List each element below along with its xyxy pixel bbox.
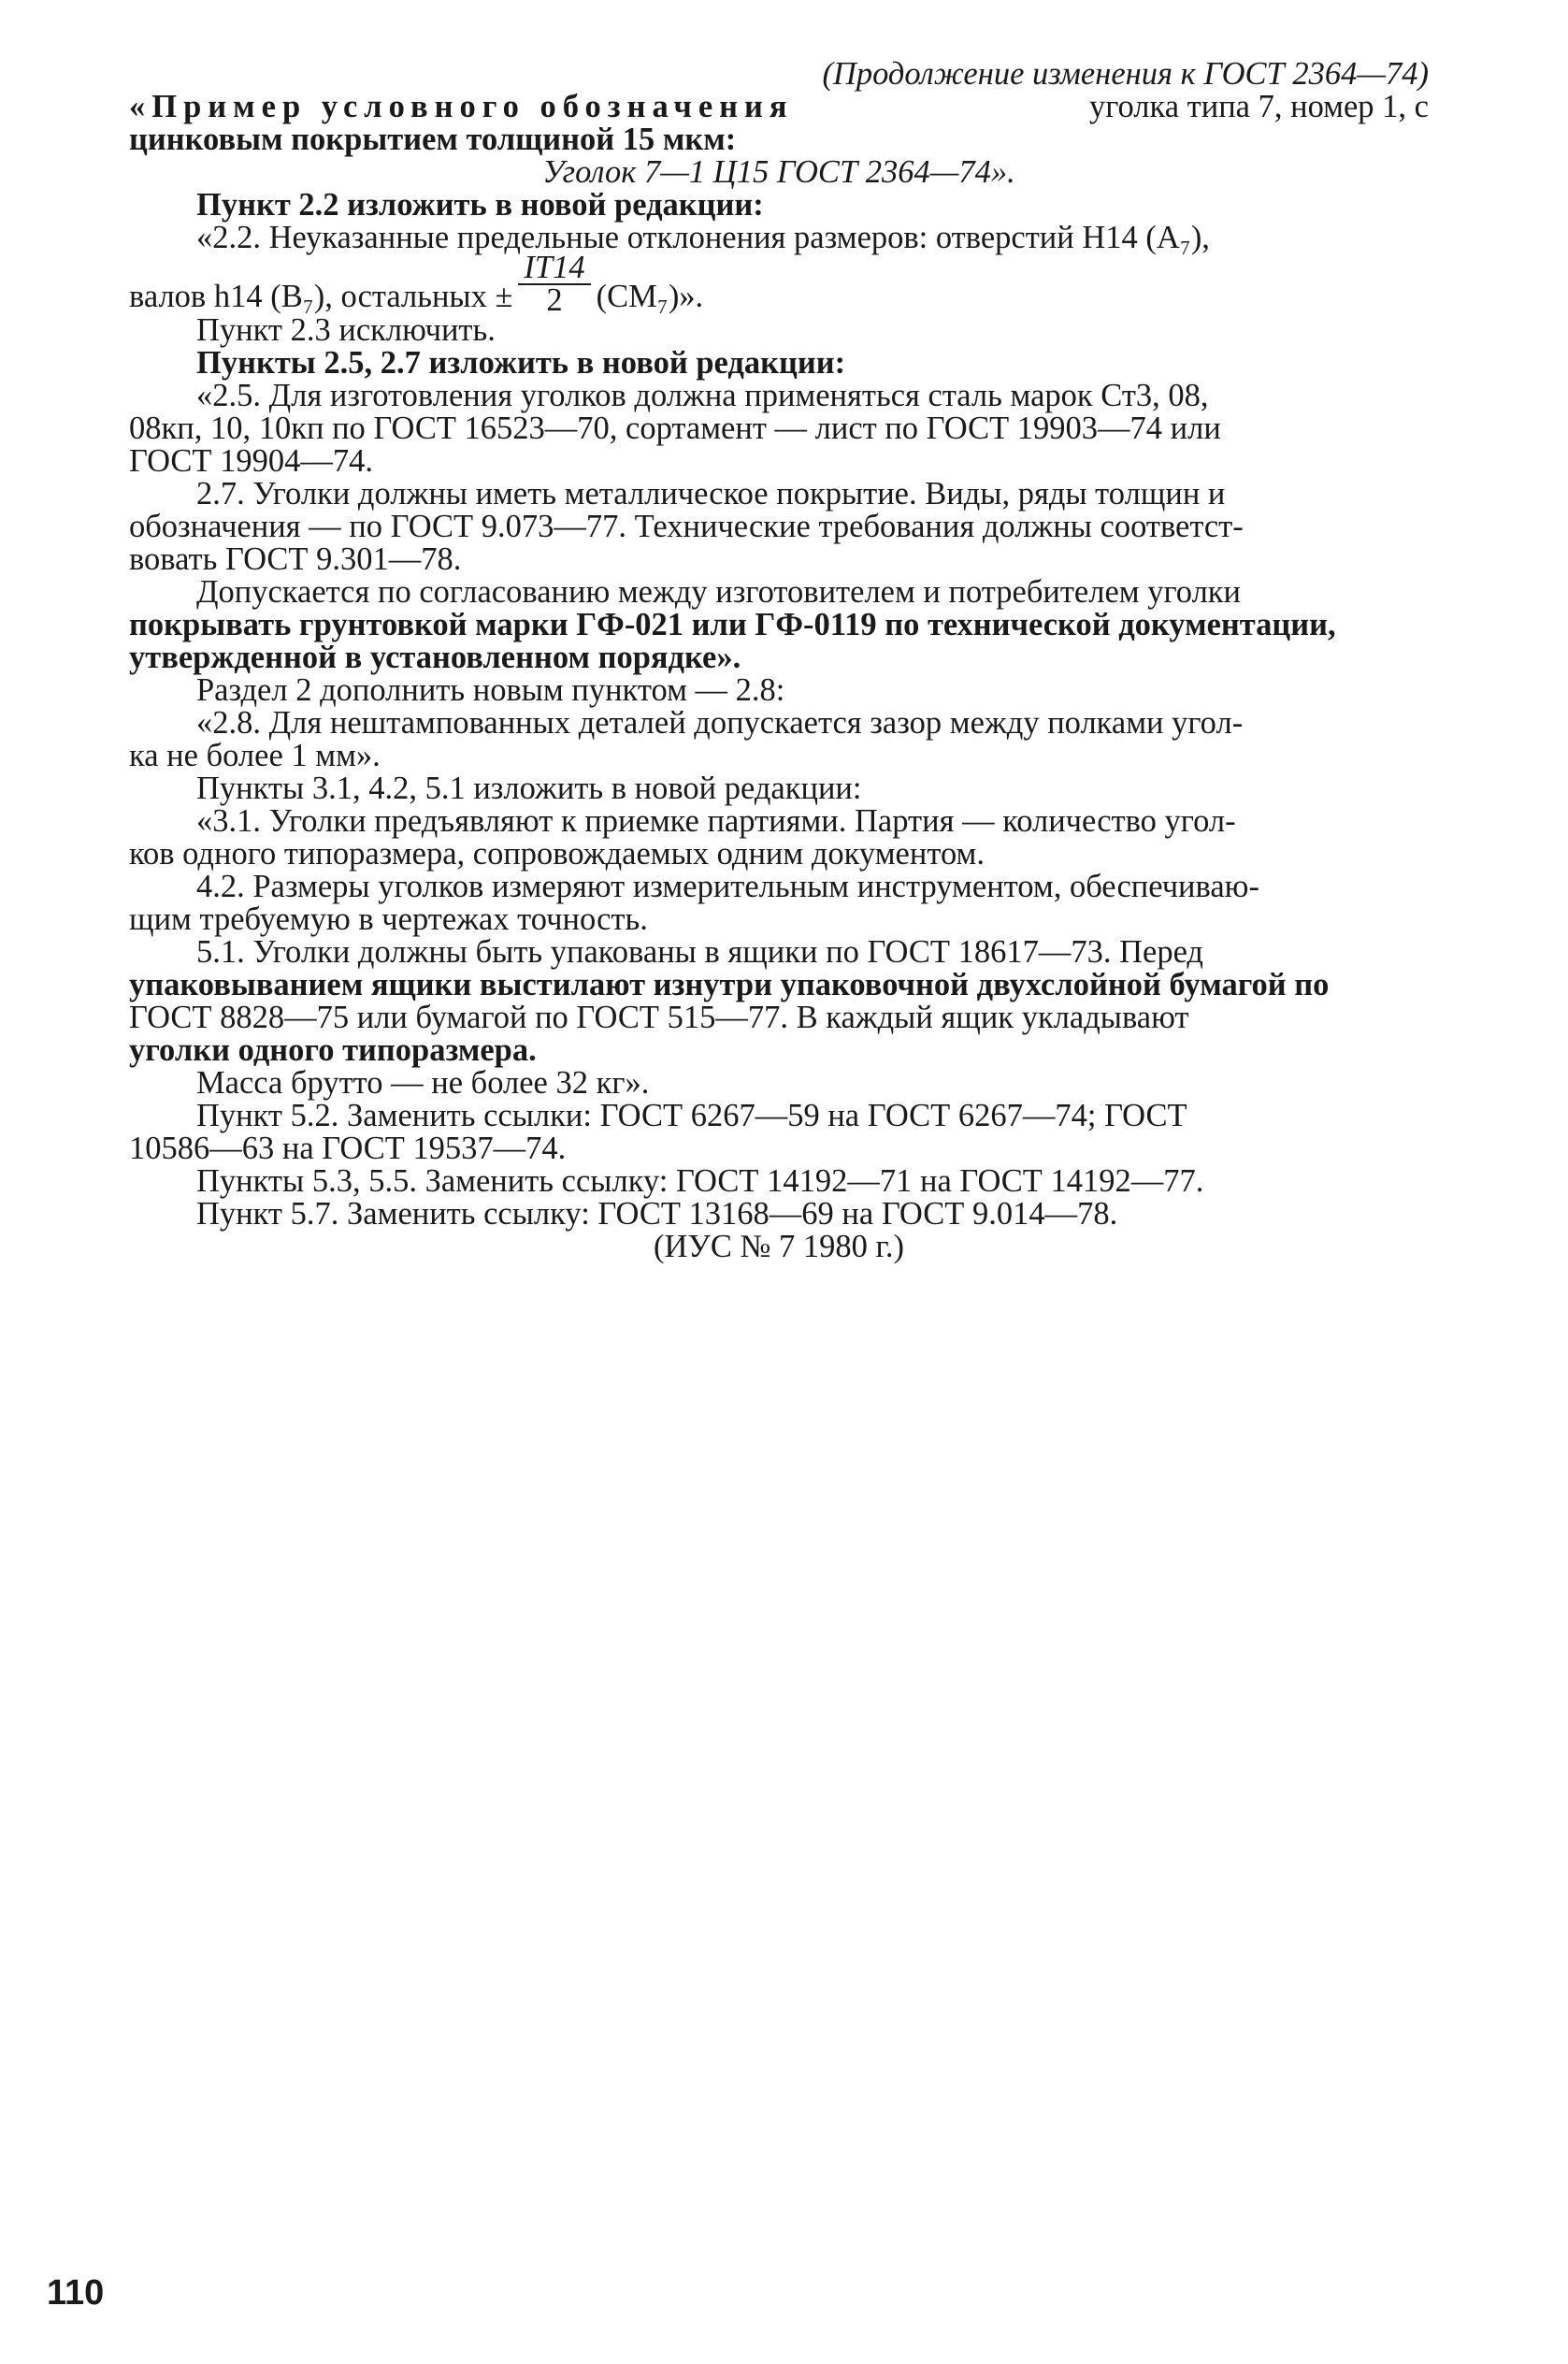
body-text <box>129 58 1429 1263</box>
text-line: уголки одного типоразмера. <box>129 1032 537 1068</box>
text-line: ГОСТ 19904—74. <box>129 443 374 479</box>
text-line: 08кп, 10, 10кп по ГОСТ 16523—70, сортамент — лист по ГОСТ 19903—74 или <box>129 411 1221 446</box>
text-line: ков одного типоразмера, сопровождаемых одним документом. <box>129 836 985 872</box>
text-line: утвержденной в установленном порядке». <box>129 640 741 675</box>
text-line: Пункт 2.3 исключить. <box>196 312 496 348</box>
text-line: упаковыванием ящики выстилают изнутри упаковочной двухслойной бумагой по <box>129 967 1330 1002</box>
designation-heading: «Пример условного обозначения <box>129 89 794 124</box>
text-line: «2.2. Неуказанные предельные отклонения размеров: отверстий H14 (A₇), <box>196 220 1210 255</box>
continuation-header: (Продолжение изменения к ГОСТ 2364—74) <box>822 56 1429 92</box>
text-line: покрывать грунтовкой марки ГФ-021 или ГФ-0119 по технической документации, <box>129 607 1336 642</box>
text-line: ГОСТ 8828—75 или бумагой по ГОСТ 515—77. В каждый ящик укладывают <box>129 1000 1189 1035</box>
text-line: вовать ГОСТ 9.301—78. <box>129 541 462 577</box>
source-reference: (ИУС № 7 1980 г.) <box>654 1229 904 1264</box>
text-line: «Пример условного обозначения уголка типа 7, номер 1, с <box>129 89 1429 124</box>
text-line: 10586—63 на ГОСТ 19537—74. <box>129 1131 567 1166</box>
text-line: Раздел 2 дополнить новым пунктом — 2.8: <box>196 672 785 708</box>
text-line: «2.8. Для нештампованных деталей допускается зазор между полками угол- <box>196 705 1244 741</box>
text-line: щим требуемую в чертежах точность. <box>129 901 648 937</box>
designation-example: Уголок 7—1 Ц15 ГОСТ 2364—74». <box>542 154 1015 190</box>
text-line: Пункты 5.3, 5.5. Заменить ссылку: ГОСТ 14192—71 на ГОСТ 14192—77. <box>196 1163 1204 1199</box>
text-line: обозначения — по ГОСТ 9.073—77. Технические требования должны соответст- <box>129 509 1244 544</box>
text-line: «3.1. Уголки предъявляют к приемке партиями. Партия — количество угол- <box>196 803 1236 839</box>
page-number: 110 <box>47 2273 105 2313</box>
text-line: Масса брутто — не более 32 кг». <box>196 1065 650 1101</box>
text-line: Пункт 2.2 изложить в новой редакции: <box>196 187 764 223</box>
text-line: ка не более 1 мм». <box>129 738 381 773</box>
text-line: Пункт 5.2. Заменить ссылки: ГОСТ 6267—59 на ГОСТ 6267—74; ГОСТ <box>196 1098 1187 1133</box>
text-line: Пункты 3.1, 4.2, 5.1 изложить в новой редакции: <box>196 771 862 806</box>
text-line: Пункты 2.5, 2.7 изложить в новой редакции: <box>196 345 846 381</box>
text-line: 4.2. Размеры уголков измеряют измерительным инструментом, обеспечиваю- <box>196 869 1259 904</box>
text-line: 5.1. Уголки должны быть упакованы в ящики по ГОСТ 18617—73. Перед <box>196 934 1203 970</box>
text-line: Пункт 5.7. Заменить ссылку: ГОСТ 13168—69 на ГОСТ 9.014—78. <box>196 1196 1118 1232</box>
text-line: цинковым покрытием толщиной 15 мкм: <box>129 122 737 157</box>
text-line: 2.7. Уголки должны иметь металлическое покрытие. Виды, ряды толщин и <box>196 476 1226 512</box>
fraction: $\frac{IT14}{2}$ <box>518 252 590 316</box>
text-line: «2.5. Для изготовления уголков должна применяться сталь марок Ст3, 08, <box>196 378 1209 413</box>
formula-line: валов h14 (B₇), остальных ± $\frac{IT14}{2}$ (CM₇)». <box>129 250 704 319</box>
text-line: Допускается по согласованию между изготовителем и потребителем уголки <box>196 574 1242 610</box>
